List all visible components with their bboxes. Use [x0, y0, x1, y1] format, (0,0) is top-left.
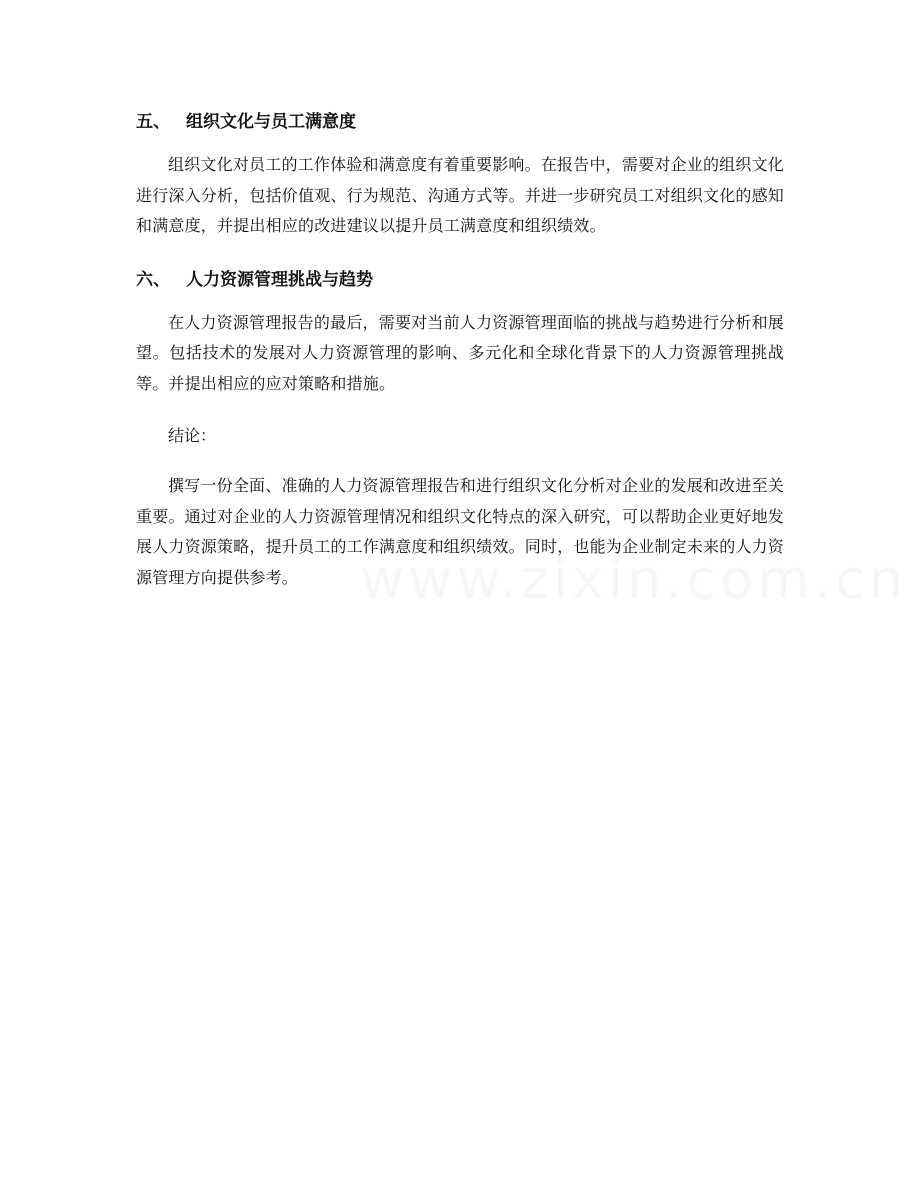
watermark: [360, 548, 907, 611]
section-6-paragraph: 在人力资源管理报告的最后，需要对当前人力资源管理面临的挑战与趋势进行分析和展望。包括技术的发展对人力资源管理的影响、多元化和全球化背景下的人力资源管理挑战等。并提出相应的应对策略和措施。: [136, 312, 784, 393]
section-5-title: 组织文化与员工满意度: [186, 112, 356, 132]
section-6-title: 人力资源管理挑战与趋势: [186, 269, 373, 290]
conclusion-paragraph: 撰写一份全面、准确的人力资源管理报告和进行组织文化分析对企业的发展和改进至关重要。通过对企业的人力资源管理情况和组织文化特点的深入研究，可以帮助企业更好地发展人力资源策略，提升员工的工作满意度和组织绩效。同时，也能为企业制定未来的人力资源管理方向提供参考。: [136, 476, 785, 587]
conclusion-label: 结论：: [168, 426, 217, 445]
section-6-number: 六、: [136, 269, 170, 290]
section-5-paragraph: 组织文化对员工的工作体验和满意度有着重要影响。在报告中，需要对企业的组织文化进行深入分析，包括价值观、行为规范、沟通方式等。并进一步研究员工对组织文化的感知和满意度，并提出相应的改进建议以提升员工满意度和组织绩效。: [136, 155, 785, 235]
section-5-number: 五、: [136, 112, 170, 132]
section-5-heading: [136, 104, 784, 140]
section-6-heading: [136, 262, 784, 298]
document-body: [136, 104, 784, 609]
